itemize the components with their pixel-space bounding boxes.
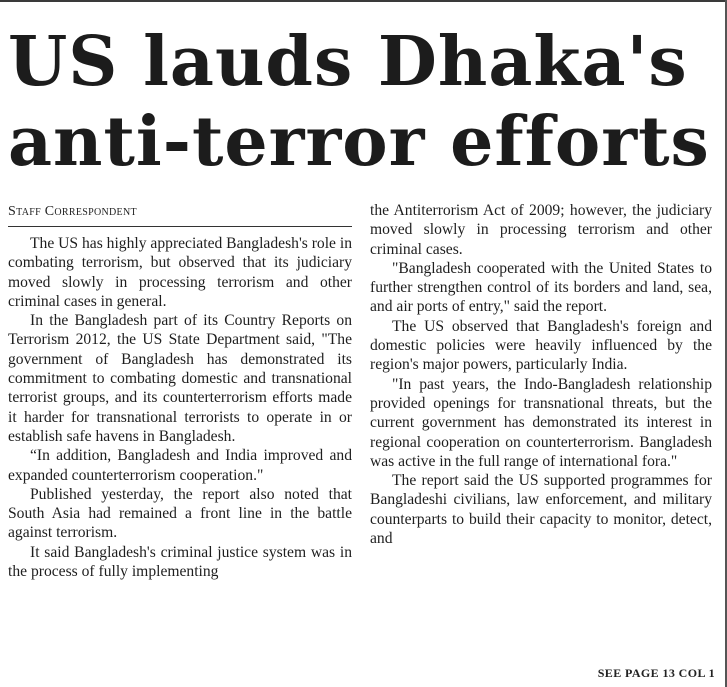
paragraph: “In addition, Bangladesh and India improved and expanded counterterrorism cooperation.": [8, 447, 352, 484]
paragraph: the Antiterrorism Act of 2009; however, the judiciary moved slowly in processing terrorism and other criminal cases.: [370, 202, 712, 258]
left-column: [8, 234, 352, 581]
headline: [8, 22, 720, 182]
paragraph: It said Bangladesh's criminal justice system was in the process of fully implementing: [8, 543, 352, 581]
paragraph: "Bangladesh cooperated with the United States to further strengthen control of its borders and land, sea, and air ports of entry," said the report.: [370, 259, 712, 316]
paragraph: "In past years, the Indo-Bangladesh relationship provided openings for transnational threats, but the current government has demonstrated its interest in regional cooperation on counterterrorism. Bangladesh was active in the full range of international fora.": [370, 375, 712, 470]
paragraph: Published yesterday, the report also noted that South Asia had remained a front line in the battle against terrorism.: [8, 485, 352, 542]
paragraph: The report said the US supported programmes for Bangladeshi civilians, law enforcement, and military counterparts to build their capacity to monitor, detect, and: [370, 472, 712, 548]
right-column: [370, 201, 712, 548]
paragraph: The US observed that Bangladesh's foreign and domestic policies were heavily influenced by the region's major powers, particularly India.: [370, 317, 712, 374]
byline-rule: [8, 226, 352, 227]
paragraph: The US has highly appreciated Bangladesh's role in combating terrorism, but observed that its judiciary moved slowly in processing terrorism and other criminal cases in general.: [8, 235, 352, 310]
headline-line-1: US lauds Dhaka's: [8, 22, 688, 102]
top-rule: [0, 0, 727, 2]
paragraph: In the Bangladesh part of its Country Reports on Terrorism 2012, the US State Department said, "The government of Bangladesh has demonstrated its commitment to combating domestic and transnational terrorist groups, and its counterterrorism efforts made it harder for transnational terrorists to operate in or establish safe havens in Bangladesh.: [8, 312, 352, 445]
byline: Staff Correspondent: [8, 204, 137, 219]
continuation-note: SEE PAGE 13 COL 1: [597, 666, 715, 680]
headline-line-2: anti-terror efforts: [8, 102, 710, 182]
